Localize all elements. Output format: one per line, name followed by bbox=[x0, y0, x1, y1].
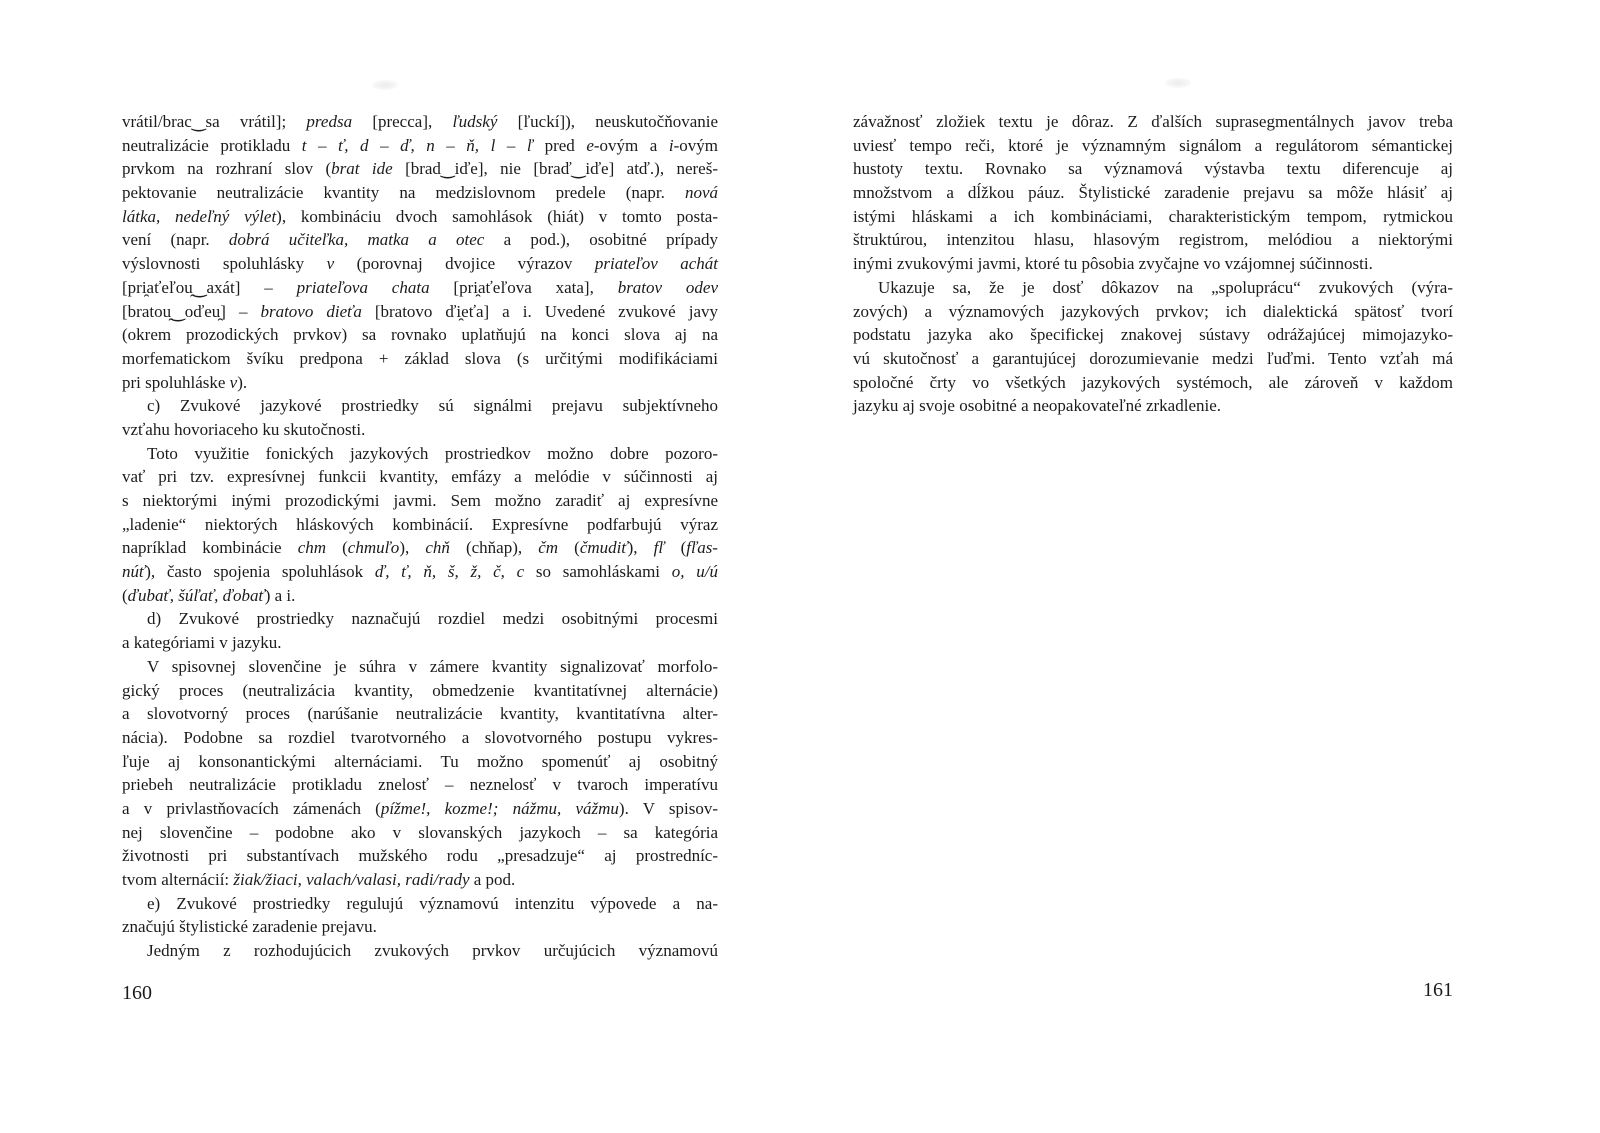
right-page bbox=[800, 0, 1600, 1133]
text-line bbox=[122, 134, 718, 158]
text-run: ( bbox=[326, 538, 348, 558]
text-run: Toto využitie fonických jazykových prostriedkov možno dobre pozoro- bbox=[147, 443, 718, 463]
paragraph bbox=[122, 655, 718, 892]
text-run: hustoty textu. Rovnako sa významová výstavba textu diferencuje aj bbox=[853, 159, 1453, 179]
italic-text: e bbox=[586, 135, 594, 155]
text-run: závažnosť zložiek textu je dôraz. Z ďalších suprasegmentálnych javov treba bbox=[853, 112, 1453, 131]
italic-text: i bbox=[668, 135, 674, 155]
text-line bbox=[122, 726, 718, 750]
text-line bbox=[122, 773, 718, 797]
italic-text: nová bbox=[684, 183, 718, 203]
text-run: so samohláskami bbox=[524, 562, 672, 582]
text-line bbox=[122, 892, 718, 916]
italic-text: bratovo dieťa bbox=[260, 301, 362, 321]
text-run: zových) a významových jazykových prvkov; ich dialektická spätosť tvorí bbox=[853, 301, 1453, 321]
italic-text: chm bbox=[297, 538, 327, 558]
text-run: ( bbox=[122, 585, 128, 605]
italic-text: predsa bbox=[306, 112, 353, 131]
italic-text: priateľova chata bbox=[296, 277, 430, 297]
paragraph bbox=[122, 607, 718, 654]
text-line bbox=[122, 300, 718, 324]
text-run: [precca], bbox=[352, 112, 453, 131]
italic-text: t – ť, d – ď, n – ň, l – ľ bbox=[301, 135, 534, 155]
text-line bbox=[122, 797, 718, 821]
text-run: životnosti pri substantívach mužského rodu „presadzuje“ aj prostredníc- bbox=[122, 846, 718, 866]
text-run: ). V spisov- bbox=[618, 798, 718, 818]
italic-text: pížme!, kozme!; nážmu, vážmu bbox=[380, 798, 619, 818]
italic-text: bratov odev bbox=[617, 277, 719, 297]
text-run: vú skutočnosť a garantujúcej dorozumievanie medzi ľuďmi. Tento vzťah má bbox=[853, 348, 1453, 368]
text-run: d) Zvukové prostriedky naznačujú rozdiel medzi osobitnými procesmi bbox=[147, 609, 718, 629]
text-run: Jedným z rozhodujúcich zvukových prvkov určujúcich významovú bbox=[147, 941, 718, 961]
text-line bbox=[853, 323, 1453, 347]
text-line bbox=[853, 228, 1453, 252]
text-run: morfematickom švíku predpona + základ slova (s určitými modifikáciami bbox=[122, 348, 718, 368]
text-run: vzťahu hovoriaceho ku skutočnosti. bbox=[122, 419, 366, 439]
text-run: a pod.), osobitné prípady bbox=[484, 230, 719, 250]
text-line bbox=[122, 371, 718, 395]
text-line bbox=[122, 679, 718, 703]
italic-text: čm bbox=[538, 538, 559, 558]
text-line bbox=[122, 655, 718, 679]
text-run: Ukazuje sa, že je dosť dôkazov na „spoluprácu“ zvukových (výra- bbox=[878, 277, 1453, 297]
paragraph bbox=[122, 394, 718, 441]
italic-text: čmudiť bbox=[579, 538, 628, 558]
text-line bbox=[853, 276, 1453, 300]
text-run: ), bbox=[399, 538, 426, 558]
text-line bbox=[853, 205, 1453, 229]
text-run: vrátil/brac‿sa vrátil]; bbox=[122, 112, 307, 131]
text-run: ), bbox=[627, 538, 654, 558]
italic-text: brat ide bbox=[331, 159, 393, 179]
text-run: podstatu jazyka ako špecifickej znakovej sústavy odrážajúcej mimojazyko- bbox=[853, 325, 1453, 345]
text-line bbox=[122, 915, 718, 939]
text-line bbox=[122, 584, 718, 608]
text-line bbox=[122, 465, 718, 489]
italic-text: ľudský bbox=[452, 112, 498, 131]
italic-text: v bbox=[229, 372, 238, 392]
text-line bbox=[122, 205, 718, 229]
text-run: [brad‿iďe], nie [braď‿iďe] atď.), nereš- bbox=[392, 159, 719, 179]
text-line bbox=[122, 489, 718, 513]
text-run: množstvom a dĺžkou páuz. Štylistické zaradenie prejavu sa môže hlásiť aj bbox=[853, 183, 1453, 203]
text-line bbox=[853, 110, 1453, 134]
paragraph bbox=[122, 939, 718, 963]
text-line bbox=[122, 442, 718, 466]
text-line bbox=[122, 228, 718, 252]
text-run: [bratou̯‿oďeu̯] – bbox=[122, 301, 261, 321]
italic-text: ďubať, šúľať, ďobať bbox=[127, 585, 265, 605]
italic-text: žiak/žiaci, valach/valasi, radi/rady bbox=[233, 870, 470, 889]
text-run: -ovým a bbox=[593, 135, 669, 155]
text-run: priebeh neutralizácie protikladu znelosť – neznelosť v tvaroch imperatívu bbox=[122, 775, 718, 795]
scan-smudge bbox=[1165, 78, 1191, 88]
text-line bbox=[122, 181, 718, 205]
paragraph bbox=[853, 110, 1453, 276]
text-line bbox=[122, 110, 718, 134]
text-line bbox=[122, 702, 718, 726]
text-line bbox=[122, 157, 718, 181]
text-run: gický proces (neutralizácia kvantity, obmedzenie kvantitatívnej alternácie) bbox=[122, 680, 718, 700]
text-line bbox=[853, 252, 1453, 276]
italic-text: dobrá učiteľka, matka a otec bbox=[228, 230, 485, 250]
page-text bbox=[853, 110, 1453, 418]
scan-smudge bbox=[372, 80, 398, 90]
text-run: výslovnosti spoluhlásky bbox=[122, 254, 327, 274]
text-line bbox=[853, 347, 1453, 371]
text-run: c) Zvukové jazykové prostriedky sú signálmi prejavu subjektívneho bbox=[147, 396, 718, 416]
text-run: jazyku aj svoje osobitné a neopakovateľné zrkadlenie. bbox=[853, 396, 1222, 416]
text-run: [bratovo ďi̯eťa] a i. Uvedené zvukové javy bbox=[361, 301, 718, 321]
page-text bbox=[122, 110, 718, 963]
text-run: s niektorými inými prozodickými javmi. Sem možno zaradiť aj expresívne bbox=[122, 491, 718, 510]
text-run: [pri̯aťeľova xata], bbox=[429, 277, 618, 297]
text-run: spoločné črty vo všetkých jazykových systémoch, ale zároveň v každom bbox=[853, 372, 1453, 392]
text-run: nej slovenčine – podobne ako v slovanských jazykoch – sa kategória bbox=[122, 822, 718, 842]
italic-text: látka, nedeľný výlet bbox=[122, 206, 277, 226]
text-line bbox=[122, 252, 718, 276]
text-line bbox=[122, 844, 718, 868]
text-run: V spisovnej slovenčine je súhra v zámere kvantity signalizovať morfolo- bbox=[147, 656, 718, 676]
italic-text: fľas- bbox=[686, 538, 718, 558]
text-run: [ľuckí]), neuskutočňovanie bbox=[497, 112, 719, 131]
text-run: pektovanie neutralizácie kvantity na medzislovnom predele (napr. bbox=[122, 183, 685, 203]
text-run: pred bbox=[533, 135, 587, 155]
text-run: [pri̯aťeľou̯‿axát] – bbox=[122, 277, 297, 297]
text-line bbox=[853, 157, 1453, 181]
italic-text: núť bbox=[122, 562, 146, 582]
italic-text: o, u/ú bbox=[671, 562, 718, 582]
text-line bbox=[122, 323, 718, 347]
text-line bbox=[122, 394, 718, 418]
text-run: ľuje aj konsonantickými alternáciami. Tu možno spomenúť aj osobitný bbox=[122, 751, 718, 771]
text-run: ). bbox=[237, 372, 248, 392]
text-line bbox=[122, 939, 718, 963]
paragraph bbox=[122, 442, 718, 608]
text-line bbox=[122, 868, 718, 892]
text-line bbox=[122, 821, 718, 845]
italic-text: ď, ť, ň, š, ž, č, c bbox=[374, 562, 525, 582]
paragraph bbox=[122, 892, 718, 939]
text-line bbox=[122, 418, 718, 442]
italic-text: fľ bbox=[653, 538, 665, 558]
text-line bbox=[122, 513, 718, 537]
italic-text: chmuľo bbox=[347, 538, 400, 558]
text-run: neutralizácie protikladu bbox=[122, 135, 302, 155]
text-run: prvkom na rozhraní slov ( bbox=[122, 159, 332, 179]
text-run: ( bbox=[558, 538, 580, 558]
text-run: a slovotvorný proces (narúšanie neutralizácie kvantity, kvantitatívna alter- bbox=[122, 704, 718, 724]
paragraph bbox=[122, 110, 718, 394]
text-run: istými hláskami a ich kombináciami, charakteristickým tempom, rytmickou bbox=[853, 206, 1453, 226]
text-line bbox=[122, 276, 718, 300]
text-run: vať pri tzv. expresívnej funkcii kvantity, emfázy a melódie v súčinnosti aj bbox=[122, 467, 718, 487]
text-line bbox=[853, 371, 1453, 395]
italic-text: priateľov achát bbox=[594, 254, 719, 274]
text-run: štruktúrou, intenzitou hlasu, hlasovým registrom, melódiou a niektorými bbox=[853, 230, 1453, 250]
text-run: uviesť tempo reči, ktoré je významným signálom a regulátorom sémantickej bbox=[853, 135, 1453, 155]
italic-text: chň bbox=[425, 538, 450, 558]
text-run: ), kombináciu dvoch samohlások (hiát) v tomto posta- bbox=[276, 206, 718, 226]
text-line bbox=[122, 750, 718, 774]
text-run: „ladenie“ niektorých hláskových kombinácií. Expresívne podfarbujú výraz bbox=[122, 514, 718, 534]
text-run: a v privlastňovacích zámenách ( bbox=[122, 798, 381, 818]
text-line bbox=[122, 560, 718, 584]
page-number: 161 bbox=[1423, 979, 1453, 1001]
text-line bbox=[853, 300, 1453, 324]
text-run: pri spoluhláske bbox=[122, 372, 230, 392]
text-run: ) a i. bbox=[264, 585, 296, 605]
paragraph bbox=[853, 276, 1453, 418]
text-line bbox=[122, 347, 718, 371]
text-line bbox=[853, 394, 1453, 418]
text-line bbox=[122, 631, 718, 655]
italic-text: v bbox=[326, 254, 335, 274]
text-run: tvom alternácií: bbox=[122, 870, 234, 889]
text-run: napríklad kombinácie bbox=[122, 538, 298, 558]
text-run: a kategóriami v jazyku. bbox=[122, 633, 282, 653]
text-run: inými zvukovými javmi, ktoré tu pôsobia zvyčajne vo vzájomnej súčinnosti. bbox=[853, 254, 1373, 274]
text-run: nácia). Podobne sa rozdiel tvarotvorného a slovotvorného postupu vykres- bbox=[122, 727, 718, 747]
text-run: značujú štylistické zaradenie prejavu. bbox=[122, 917, 377, 937]
text-run: (chňap), bbox=[449, 538, 539, 558]
text-run: (okrem prozodických prvkov) sa rovnako uplatňujú na konci slova aj na bbox=[122, 325, 718, 345]
text-run: a pod. bbox=[469, 870, 516, 889]
text-run: e) Zvukové prostriedky regulujú významovú intenzitu výpovede a na- bbox=[147, 893, 718, 913]
text-run: -ovým bbox=[673, 135, 718, 155]
text-line bbox=[122, 607, 718, 631]
text-run: ), často spojenia spoluhlások bbox=[145, 562, 375, 582]
text-line bbox=[122, 536, 718, 560]
text-line bbox=[853, 181, 1453, 205]
text-run: (porovnaj dvojice výrazov bbox=[334, 254, 595, 274]
text-run: ( bbox=[664, 538, 687, 558]
text-run: vení (napr. bbox=[122, 230, 229, 250]
page-number: 160 bbox=[122, 982, 152, 1004]
text-line bbox=[853, 134, 1453, 158]
